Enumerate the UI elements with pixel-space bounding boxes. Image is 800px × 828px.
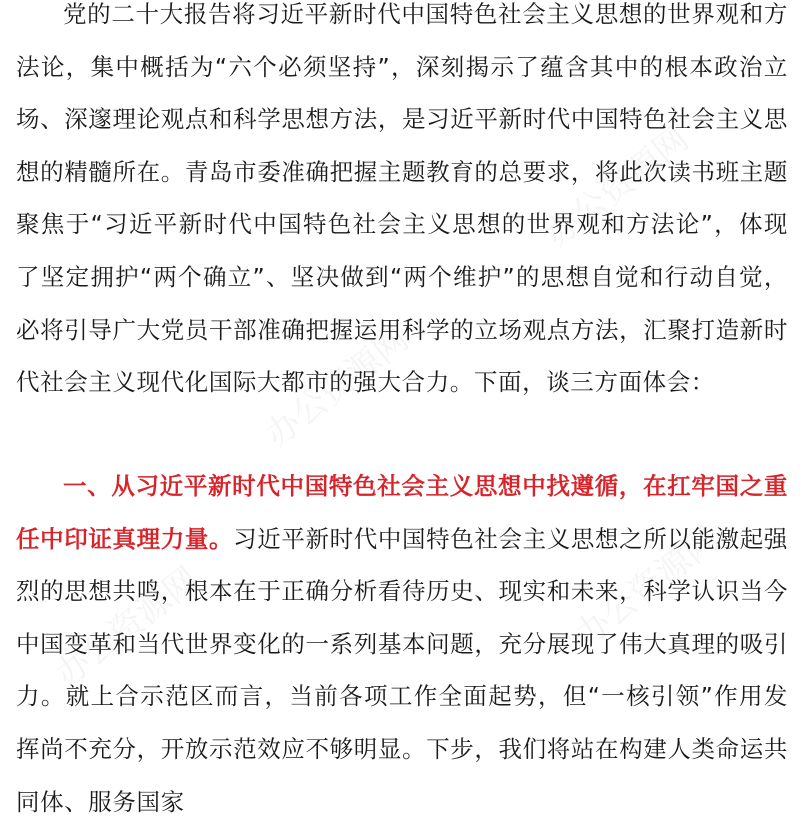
section-one-paragraph (16, 460, 788, 828)
section-one-body: 习近平新时代中国特色社会主义思想之所以能激起强烈的思想共鸣，根本在于正确分析看待历史、现实和未来，科学认识当今中国变革和当代世界变化的一系列基本问题，充分展现了伟大真理的吸引力。就上合示范区而言，当前各项工作全面起势，但“一核引领”作用发挥尚不充分，开放示范效应不够明显。下步，我们将站在构建人类命运共同体、服务国家 (16, 524, 788, 816)
watermark: 办公资源网 (567, 519, 727, 656)
watermark: 办公资源网 (47, 559, 207, 696)
watermark: 办公资源网 (257, 319, 417, 456)
section-one-heading: 一、从习近平新时代中国特色社会主义思想中找遵循，在扛牢国之重任中印证真理力量。 (16, 472, 788, 553)
watermark: 办公资源网 (537, 119, 697, 256)
intro-paragraph (16, 0, 788, 409)
intro-paragraph-text: 党的二十大报告将习近平新时代中国特色社会主义思想的世界观和方法论，集中概括为“六个必须坚持”，深刻揭示了蕴含其中的根本政治立场、深邃理论观点和科学思想方法，是习近平新时代中国特色社会主义思想的精髓所在。青岛市委准确把握主题教育的总要求，将此次读书班主题聚焦于“习近平新时代中国特色社会主义思想的世界观和方法论”，体现了坚定拥护“两个确立”、坚决做到“两个维护”的思想自觉和行动自觉，必将引导广大党员干部准确把握运用科学的立场观点方法，汇聚打造新时代社会主义现代化国际大都市的强大合力。下面，谈三方面体会： (16, 0, 788, 397)
